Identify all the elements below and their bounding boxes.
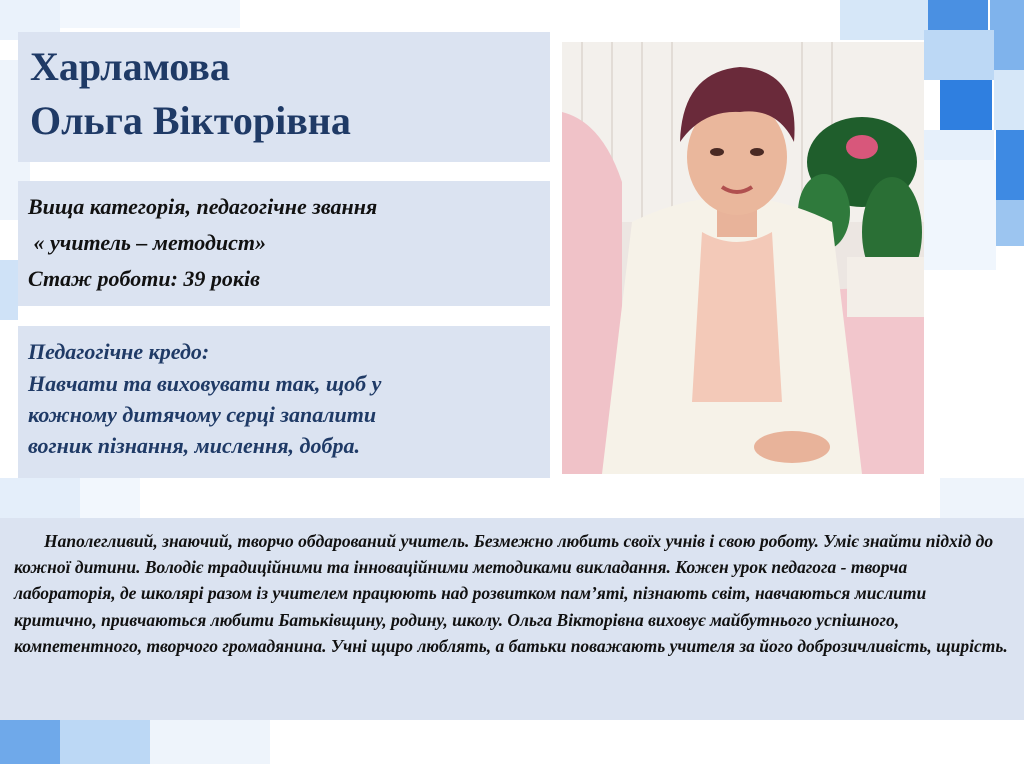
qualification-category: Вища категорія, педагогічне звання [28, 194, 378, 219]
work-experience: Стаж роботи: 39 років [28, 266, 260, 291]
qualification-panel [18, 181, 550, 306]
credo-line: кожному дитячому серці запалити [28, 402, 377, 427]
credo-line: вогник пізнання, мислення, добра. [28, 433, 360, 458]
name-panel [18, 32, 550, 162]
credo-panel [18, 326, 550, 478]
qualification-title: « учитель – методист» [28, 230, 267, 255]
credo-title: Педагогічне кредо: [28, 339, 210, 364]
credo-line: Навчати та виховувати так, щоб у [28, 371, 382, 396]
surname: Харламова [30, 44, 230, 89]
description-panel [0, 518, 1024, 720]
given-names: Ольга Вікторівна [30, 98, 351, 143]
description-text: Наполегливий, знаючий, творчо обдарований учитель. Безмежно любить своїх учнів і свою роботу. Уміє знайти підхід до кожної дитини. Володіє традиційними та інноваційними методиками викладання. Кожен урок педагога - творча лабораторія, де школярі разом із учителем працюють над розвитком пам’яті, пізнають світ, навчаються мислити критично, привчаються любити Батьківщину, родину, школу. Ольга Вікторівна виховує майбутнього успішного, компетентного, творчого громадянина. Учні щиро люблять, а батьки поважають учителя за його доброзичливість, щирість. [14, 531, 1008, 656]
teacher-photo [562, 42, 924, 474]
